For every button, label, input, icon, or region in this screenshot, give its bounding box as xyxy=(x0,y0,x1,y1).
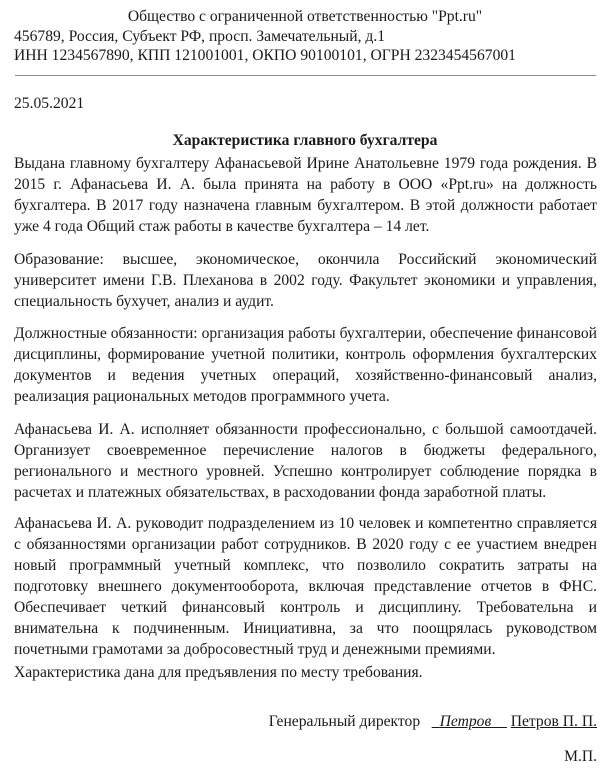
header-divider xyxy=(15,75,596,76)
signature: Петров xyxy=(439,713,492,730)
paragraph-management: Афанасьева И. А. руководит подразделением из 10 человек и компетентно справляется с обязанностями организации работ сотрудников. В 2020 году с ее участием внедрен новый программный учетный комплекс, что позволило сократить затраты на подготовку внешнего документооборота, включая представление отчетов в ФНС. Обеспечивает четкий финансовый контроль и дисциплину. Требовательна и внимательна к подчиненным. Инициативна, за что поощрялась руководством почетными грамотами за добросовестный труд и денежными премиями. xyxy=(14,515,597,658)
organization-address: 456789, Россия, Субъект РФ, просп. Замечательный, д.1 xyxy=(14,28,386,45)
paragraph-intro: Выдана главному бухгалтеру Афанасьевой Ирине Анатольевне 1979 года рождения. В 2015 г. Афанасьева И. А. была принята на работу в ООО «Ppt.ru» на должность бухгалтера. В 2017 году назначена главным бухгалтером. В этой должности работает уже 4 года Общий стаж работы в качестве бухгалтера – 14 лет. xyxy=(14,155,597,235)
paragraph-performance: Афанасьева И. А. исполняет обязанности профессионально, с большой самоотдачей. Организует своевременное перечисление налогов в бюджеты федерального, регионального и местного уровней. Успешно контролирует соблюдение порядка в расчетах и платежных обязательствах, в расходовании фонда заработной платы. xyxy=(14,421,597,501)
stamp-placeholder: М.П. xyxy=(564,748,597,765)
signatory-position: Генеральный директор xyxy=(268,713,421,730)
signature-block xyxy=(269,711,597,732)
paragraph-duties: Должностные обязанности: организация работы бухгалтерии, обеспечение финансовой дисциплины, формирование учетной политики, контроль оформления бухгалтерских документов и ведения учетных операций, хозяйственно-финансовый анализ, реализация рациональных методов программного учета. xyxy=(14,325,597,405)
document-date: 25.05.2021 xyxy=(14,95,85,112)
closing-statement: Характеристика дана для предъявления по месту требования. xyxy=(14,664,423,681)
signatory-name: Петров П. П. xyxy=(510,713,597,730)
organization-name: Общество с ограниченной ответственностью "Ppt.ru" xyxy=(127,8,483,25)
signature-line-suffix: __ xyxy=(491,713,507,730)
signature-line-prefix: _ xyxy=(431,713,440,730)
paragraph-education: Образование: высшее, экономическое, окончила Российский экономический университет имени Г.В. Плеханова в 2002 году. Факультет экономики и управления, специальность бухучет, анализ и аудит. xyxy=(14,251,597,310)
organization-registration: ИНН 1234567890, КПП 121001001, ОКПО 90100101, ОГРН 2323454567001 xyxy=(14,47,516,64)
document-title: Характеристика главного бухгалтера xyxy=(172,132,438,149)
